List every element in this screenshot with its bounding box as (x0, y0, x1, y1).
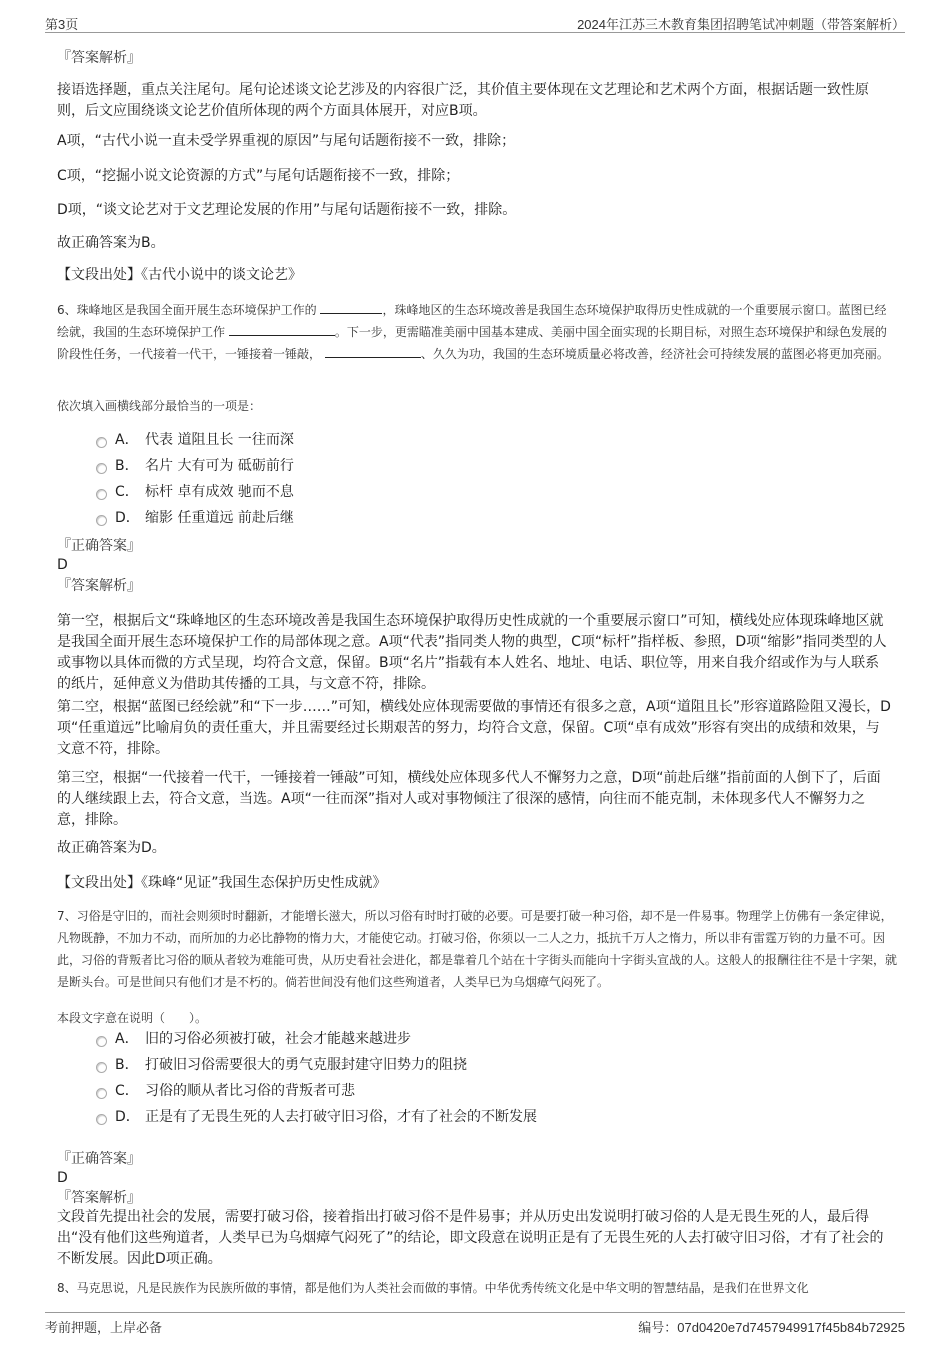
q7-analysis-p1: 文段首先提出社会的发展，需要打破习俗，接着指出打破习俗不是件易事；并从历史出发说明打破习俗的人是无畏生死的人，最后得出“没有他们这些殉道者，人类早已为乌烟瘴气闷死了”的结论，即文段意在说明正是有了无畏生死的人去打破守旧习俗，才有了社会的不断发展。因此D项正确。 (57, 1209, 884, 1267)
q6-option-b[interactable]: B． 名片 大有可为 砥砺前行 (96, 455, 294, 477)
radio-button-icon[interactable] (96, 1114, 107, 1125)
q6-analysis-p3: 第三空，根据“一代接着一代干，一锤接着一锤敲”可知，横线处应体现多代人不懈努力之意，D项“前赴后继”指前面的人倒下了，后面的人继续跟上去，符合文意，当选。A项“一往而深”指对人或对事物倾注了很深的感情，向往而不能克制，未体现多代人不懈努力之意，排除。 (57, 770, 881, 828)
answer-blank-1 (320, 301, 382, 314)
answer-blank-2 (229, 323, 335, 336)
page-number: 第3页 (45, 17, 79, 32)
radio-button-icon[interactable] (96, 489, 107, 500)
footer-slogan: 考前押题，上岸必备 (45, 1320, 163, 1335)
q7-option-c[interactable]: C． 习俗的顺从者比习俗的背叛者可悲 (96, 1080, 355, 1102)
answer-blank-3 (325, 345, 421, 358)
radio-button-icon[interactable] (96, 1088, 107, 1099)
page-header (45, 12, 905, 33)
q5-conclusion: 故正确答案为B。 (57, 235, 165, 251)
q7-option-b[interactable]: B． 打破旧习俗需要很大的勇气克服封建守旧势力的阻挠 (96, 1054, 467, 1076)
q7-stem: 7、习俗是守旧的，而社会则须时时翻新，才能增长滋大，所以习俗有时时打破的必要。可是要打破一种习俗，却不是一件易事。物理学上仿佛有一条定律说，凡物既静，不加力不动，而所加的力必比静物的惰力大，才能使它动。打破习俗，你须以一二人之力，抵抗千万人之惰力，所以非有雷霆万钧的力量不可。因此，习俗的背叛者比习俗的顺从者较为难能可贵，从历史看社会进化，都是靠着几个站在十字街头而能向十字街头宣战的人。这般人的报酬往往不是十字架，就是断头台。可是世间只有他们才是不朽的。倘若世间没有他们这些殉道者，人类早已为乌烟瘴气闷死了。 (57, 909, 898, 989)
q8-stem: 8、马克思说，凡是民族作为民族所做的事情，都是他们为人类社会而做的事情。中华优秀传统文化是中华文明的智慧结晶，是我们在世界文化 (57, 1281, 809, 1295)
document-serial: 编号：07d0420e7d7457949917f45b84b72925 (638, 1320, 905, 1335)
radio-button-icon[interactable] (96, 1036, 107, 1047)
q6-stem: 6、珠峰地区是我国全面开展生态环境保护工作的 ，珠峰地区的生态环境改善是我国生态环境保护取得历史性成就的一个重要展示窗口。蓝图已经绘就，我国的生态环境保护工作 。下一步，更需瞄准美丽中国基本建成、美丽中国全面实现的长期目标，对照生态环境保护和绿色发展的阶段性任务，一代接着一代干，一锤接着一锤敲， 、久久为功，我国的生态环境质量必将改善，经济社会可持续发展的蓝图必将更加亮丽。 (57, 303, 889, 361)
q5-analysis-text: 接语选择题，重点关注尾句。尾句论述谈文论艺涉及的内容很广泛，其价值主要体现在文艺理论和艺术两个方面，根据话题一致性原则，后文应围绕谈文论艺价值所体现的两个方面具体展开，对应B项。 (57, 82, 869, 119)
q6-correct-label: 『正确答案』 (57, 538, 141, 554)
radio-button-icon[interactable] (96, 437, 107, 448)
q5-analysis-label: 『答案解析』 (57, 50, 141, 66)
q6-correct-answer: D (57, 557, 68, 573)
q6-option-d[interactable]: D． 缩影 任重道远 前赴后继 (96, 507, 294, 529)
q5-analysis-line-c: C项，“挖掘小说文论资源的方式”与尾句话题衔接不一致，排除； (57, 168, 460, 184)
radio-button-icon[interactable] (96, 463, 107, 474)
q7-correct-label: 『正确答案』 (57, 1151, 141, 1167)
radio-button-icon[interactable] (96, 1062, 107, 1073)
q6-option-c[interactable]: C． 标杆 卓有成效 驰而不息 (96, 481, 294, 503)
q6-conclusion: 故正确答案为D。 (57, 840, 166, 856)
q7-option-a[interactable]: A． 旧的习俗必须被打破，社会才能越来越进步 (96, 1028, 411, 1050)
q6-option-a[interactable]: A． 代表 道阻且长 一往而深 (96, 429, 294, 451)
q5-source: 【文段出处】《古代小说中的谈文论艺》 (57, 267, 302, 283)
q5-analysis-line-a: A项，“古代小说一直未受学界重视的原因”与尾句话题衔接不一致，排除； (57, 133, 516, 149)
q7-option-d[interactable]: D． 正是有了无畏生死的人去打破守旧习俗，才有了社会的不断发展 (96, 1106, 537, 1128)
q7-analysis-label: 『答案解析』 (57, 1190, 141, 1206)
document-title: 2024年江苏三木教育集团招聘笔试冲刺题（带答案解析） (577, 17, 905, 32)
q6-prompt: 依次填入画横线部分最恰当的一项是： (57, 399, 262, 413)
radio-button-icon[interactable] (96, 515, 107, 526)
q5-analysis-line-d: D项，“谈文论艺对于文艺理论发展的作用”与尾句话题衔接不一致，排除。 (57, 202, 517, 218)
q7-prompt: 本段文字意在说明（ ）。 (57, 1011, 208, 1025)
q7-correct-answer: D (57, 1170, 68, 1186)
q6-analysis-p1: 第一空，根据后文“珠峰地区的生态环境改善是我国生态环境保护取得历史性成就的一个重要展示窗口”可知，横线处应体现珠峰地区就是我国全面开展生态环境保护工作的局部体现之意。A项“代表”指同类人物的典型，C项“标杆”指样板、参照，D项“缩影”指同类型的人或事物以具体而微的方式呈现，均符合文意，保留。B项“名片”指载有本人姓名、地址、电话、职位等，用来自我介绍或作为与人联系的纸片，延伸意义为借助其传播的工具，与文意不符，排除。 (57, 613, 887, 692)
q6-analysis-label: 『答案解析』 (57, 578, 141, 594)
q6-source: 【文段出处】《珠峰“见证”我国生态保护历史性成就》 (57, 875, 387, 891)
page-footer (45, 1312, 905, 1335)
q6-analysis-p2: 第二空，根据“蓝图已经绘就”和“下一步……”可知，横线处应体现需要做的事情还有很多之意，A项“道阻且长”形容道路险阻又漫长，D项“任重道远”比喻肩负的责任重大，并且需要经过长期艰苦的努力，均符合文意，保留。C项“卓有成效”形容有突出的成绩和效果，与文意不符，排除。 (57, 699, 891, 757)
